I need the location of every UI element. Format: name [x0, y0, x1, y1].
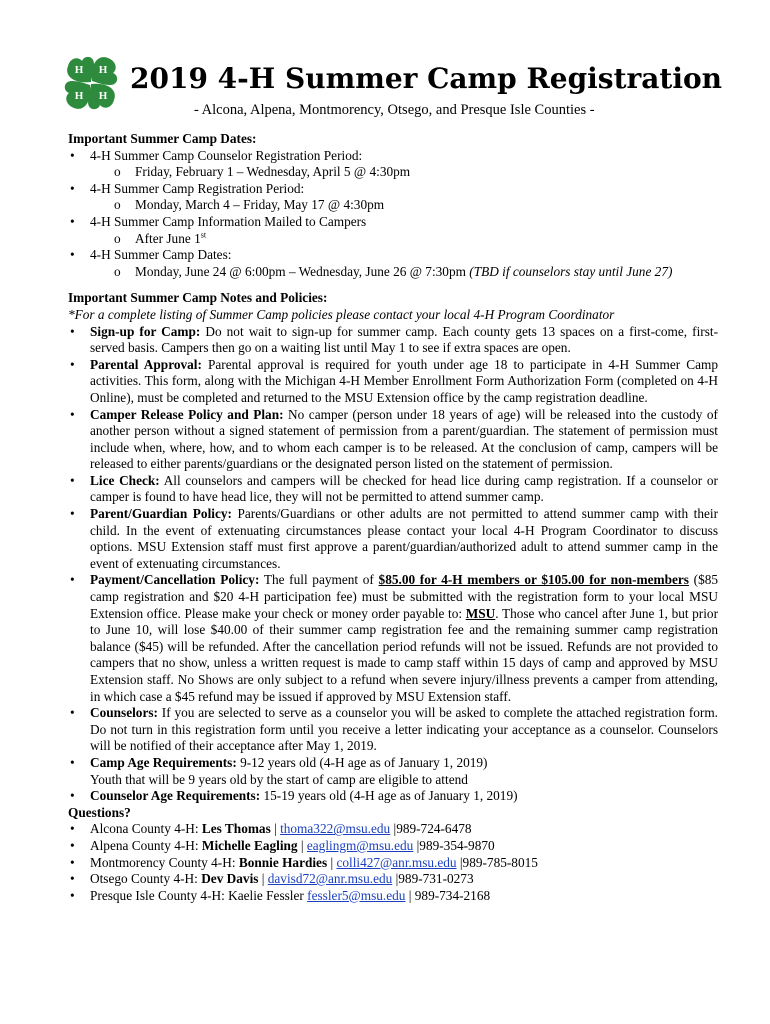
- document-body: [68, 131, 718, 904]
- contact-item: • Presque Isle County 4-H: Kaelie Fessler fessler5@msu.edu | 989-734-2168: [68, 888, 718, 905]
- policies-note: *For a complete listing of Summer Camp policies please contact your local 4-H Program Coordinator: [68, 306, 615, 322]
- email-link[interactable]: davisd72@anr.msu.edu: [267, 871, 393, 887]
- contact-item: • Montmorency County 4-H: Bonnie Hardies | colli427@anr.msu.edu |989-785-8015: [68, 855, 718, 872]
- contact-item: • Alpena County 4-H: Michelle Eagling | eaglingm@msu.edu |989-354-9870: [68, 838, 718, 855]
- dates-list: [68, 148, 718, 281]
- payee: MSU: [465, 605, 496, 621]
- email-link[interactable]: thoma322@msu.edu: [280, 821, 391, 837]
- list-item: • 4-H Summer Camp Information Mailed to Campers: [68, 214, 718, 231]
- svg-text:H: H: [98, 90, 108, 102]
- list-item: • 4-H Summer Camp Dates:: [68, 247, 718, 264]
- policy-counselors: • Counselors: If you are selected to serve as a counselor you will be asked to complete the attached registration form. Do not turn in this registration form until you receive a letter indicating your acceptance as a counselor. Counselors will be notified of their acceptance after May 1, 2019.: [68, 705, 718, 755]
- policy-signup: • Sign-up for Camp: Do not wait to sign-up for summer camp. Each county gets 13 spaces on a first-come, first-served basis. Campers then go on a waiting list until May 1 to see if extra spaces are open.: [68, 324, 718, 357]
- dates-heading: Important Summer Camp Dates:: [68, 131, 257, 146]
- svg-text:H: H: [74, 64, 84, 76]
- policy-lice: • Lice Check: All counselors and campers will be checked for head lice during camp registration. If a counselor or camper is found to have head lice, they will not be permitted to attend summer camp.: [68, 473, 718, 506]
- policy-parental: • Parental Approval: Parental approval is required for youth under age 18 to participate in 4-H Summer Camp activities. This form, along with the Michigan 4-H Member Enrollment Form Authorization Form (completed on 4-H Online), must be completed and returned to the MSU Extension office by the camp registration deadline.: [68, 357, 718, 407]
- list-subitem: o After June 1st: [68, 231, 718, 248]
- questions-heading: Questions?: [68, 804, 131, 820]
- payment-amount: $85.00 for 4-H members or $105.00 for non-members: [378, 572, 689, 588]
- contact-item: • Alcona County 4-H: Les Thomas | thoma322@msu.edu |989-724-6478: [68, 821, 718, 838]
- header: [60, 52, 723, 122]
- page-subtitle: - Alcona, Alpena, Montmorency, Otsego, and Presque Isle Counties -: [194, 102, 595, 118]
- page-title: 2019 4-H Summer Camp Registration: [130, 62, 723, 95]
- contacts-list: [68, 821, 718, 904]
- list-item: • 4-H Summer Camp Registration Period:: [68, 181, 718, 198]
- policy-payment: • Payment/Cancellation Policy: The full payment of $85.00 for 4-H members or $105.00 for non-members ($85 camp registration and $20 4-H participation fee) must be submitted with the registration form to your local MSU Extension office. Please make your check or money order payable to: MSU. Those who cancel after June 1, but prior to June 10, will lose $40.00 of their summer camp registration fee and the remaining summer camp registration balance ($45) will be refunded. After the cancellation period refunds will not be issued. Refunds are not provided to campers that no show, unless a written request is made to camp staff within 15 days of camp and approved by MSU Extension staff. No Shows are only subject to a refund when severe injury/illness prevents a camper from attending, in which case a $45 refund may be issued if approved by MSU Extension staff.: [68, 572, 718, 705]
- list-subitem: o Monday, March 4 – Friday, May 17 @ 4:30pm: [68, 197, 718, 214]
- list-item: • 4-H Summer Camp Counselor Registration Period:: [68, 148, 718, 165]
- policy-counselor-age: • Counselor Age Requirements: 15-19 years old (4-H age as of January 1, 2019): [68, 788, 718, 805]
- policy-release: • Camper Release Policy and Plan: No camper (person under 18 years of age) will be released into the custody of another person without a signed statement of permission from a parent/guardian. The statement of permission must include when, where, how, and to whom each camper is to be released. At the conclusion of camp, campers will be released to either parents/guardians or the designated person listed on the statement of permission.: [68, 407, 718, 473]
- policies-list: [68, 324, 718, 805]
- svg-text:H: H: [98, 64, 108, 76]
- policy-guardian: • Parent/Guardian Policy: Parents/Guardians or other adults are not permitted to attend summer camp with their child. In the event of extenuating circumstances please contact your local 4-H Program Coordinator to discuss options. MSU Extension staff must first approve a parent/guardian/authorized adult to attend summer camp in the event of extenuating circumstances.: [68, 506, 718, 572]
- policy-camp-age: • Camp Age Requirements: 9-12 years old (4-H age as of January 1, 2019) Youth that will be 9 years old by the start of camp are eligible to attend: [68, 755, 718, 788]
- policies-heading: Important Summer Camp Notes and Policies:: [68, 290, 328, 306]
- list-subitem: o Friday, February 1 – Wednesday, April 5 @ 4:30pm: [68, 164, 718, 181]
- list-subitem: o Monday, June 24 @ 6:00pm – Wednesday, June 26 @ 7:30pm (TBD if counselors stay until June 27): [68, 264, 718, 281]
- email-link[interactable]: colli427@anr.msu.edu: [336, 854, 457, 870]
- contact-item: • Otsego County 4-H: Dev Davis | davisd72@anr.msu.edu |989-731-0273: [68, 871, 718, 888]
- email-link[interactable]: eaglingm@msu.edu: [306, 837, 414, 853]
- 4h-clover-logo: [60, 52, 122, 114]
- svg-text:H: H: [74, 90, 84, 102]
- email-link[interactable]: fessler5@msu.edu: [307, 887, 406, 903]
